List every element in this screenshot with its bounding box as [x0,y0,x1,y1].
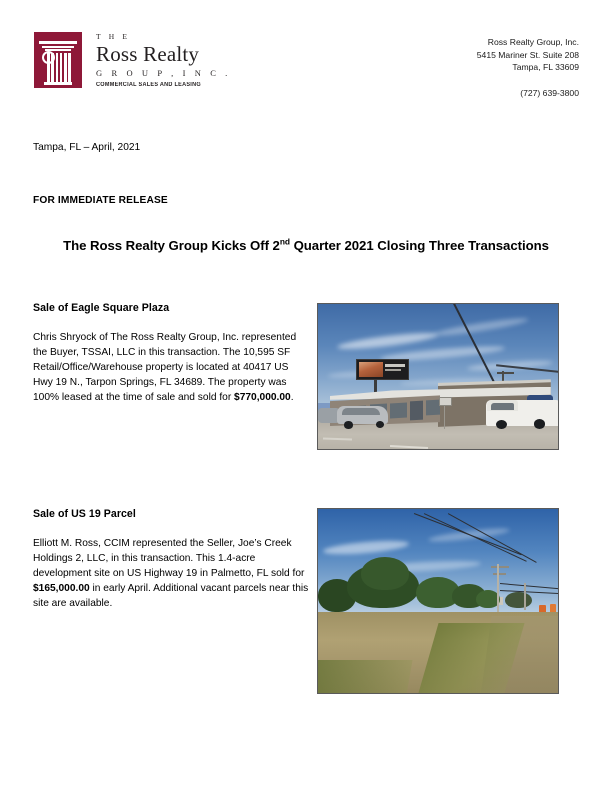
section-body [33,330,309,405]
headline-part-2: Quarter 2021 Closing Three Transactions [289,238,549,253]
address-phone: (727) 639-3800 [520,87,579,98]
logo-line-group: G R O U P , I N C . [96,67,231,78]
section-text-after-amount: . [290,392,294,404]
company-address-block [477,36,579,99]
logo-tagline: COMMERCIAL SALES AND LEASING [96,82,201,88]
section-body [33,536,309,611]
ionic-column-logo-icon [34,32,82,88]
section-title: Sale of US 19 Parcel [33,508,136,520]
logo-line-the: T H E [96,32,131,41]
address-company: Ross Realty Group, Inc. [487,37,579,47]
section-sale-amount: $770,000.00 [234,392,291,404]
page-title [0,238,612,253]
headline-ordinal-suffix: nd [279,236,290,247]
address-street: 5415 Mariner St. Suite 208 [476,49,579,60]
photo-us-19-parcel [317,508,559,694]
section-text-before-amount: Chris Shryock of The Ross Realty Group, Inc. represented the Buyer, TSSAI, LLC in this transaction. The 10,595 SF Retail/Office/Warehouse property is located at 40417 US Hwy 19 N., Tarpon Springs, FL 34689. The property was 100% leased at the time of sale and sold for [33,332,297,404]
for-immediate-release-label: FOR IMMEDIATE RELEASE [33,195,168,206]
logo-line-main [96,41,231,66]
logo-word-realty: Realty [143,41,200,66]
dateline: Tampa, FL – April, 2021 [33,142,141,153]
section-text-after-amount: in early April. Additional vacant parcels near this site are available. [33,583,309,610]
company-logo [34,32,231,88]
section-text-before-amount: Elliott M. Ross, CCIM represented the Seller, Joe’s Creek Holdings 2, LLC, in this transaction. This 1.4-acre development site on US Highway 19 in Palmetto, FL sold for [33,538,305,580]
address-city-state-zip: Tampa, FL 33609 [512,62,579,73]
section-sale-amount: $165,000.00 [33,583,90,595]
logo-wordmark [96,32,231,88]
section-title: Sale of Eagle Square Plaza [33,302,170,314]
photo-eagle-square-plaza [317,303,559,450]
logo-word-ross: Ross [96,41,138,66]
headline-part-1: The Ross Realty Group Kicks Off 2 [63,238,280,253]
document-header [0,0,612,120]
